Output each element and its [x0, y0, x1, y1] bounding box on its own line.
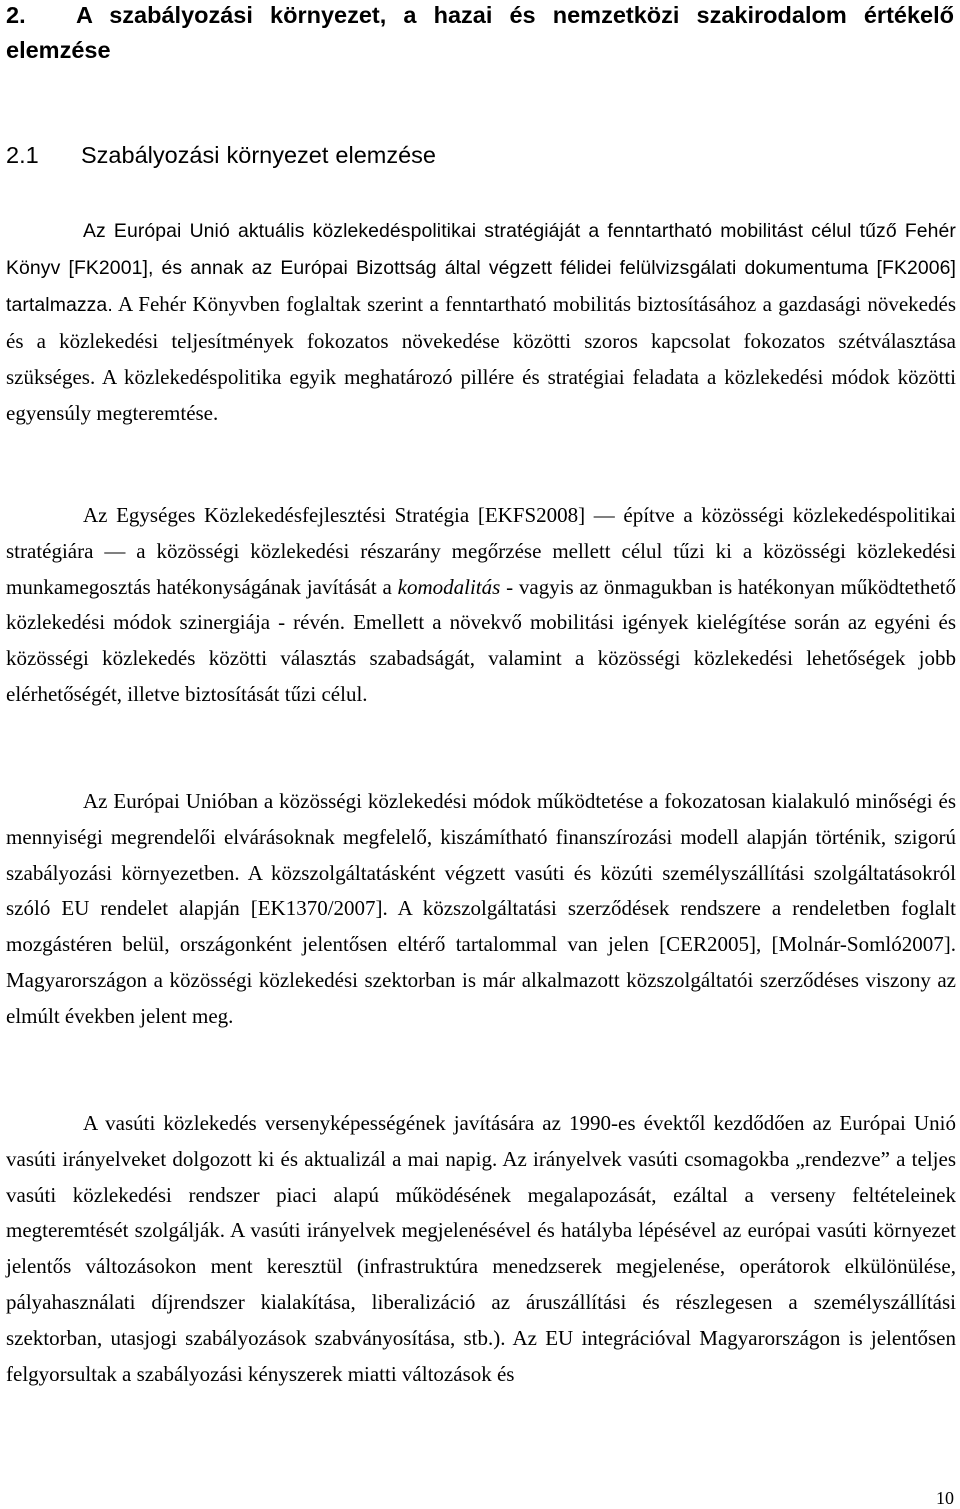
paragraph-white-paper — [6, 212, 956, 431]
page-number: 10 — [936, 1488, 954, 1508]
subsection-title: Szabályozási környezet elemzése — [81, 142, 436, 168]
section-title: A szabályozási környezet, a hazai és nemzetközi szakirodalom értékelő elemzése — [6, 2, 954, 63]
paragraph-ekfs-strategy — [6, 498, 956, 713]
paragraph-2-italic-term: komodalitás — [397, 574, 501, 599]
paragraph-2-before-italic: Az Egységes Közlekedésfejlesztési Stratégia [EKFS2008] ― építve a közösségi közlekedéspolitikai stratégiára ― a közösségi közlekedési részarány megőrzése mellett célul tűzi ki a közösségi közlekedési munkamegosztás hatékonyságának javítását a — [6, 503, 956, 599]
section-heading — [6, 0, 954, 68]
paragraph-railway-directives: A vasúti közlekedés versenyképességének javítására az 1990-es évektől kezdődően az Európai Unió vasúti irányelveket dolgozott ki és aktualizál a mai napig. Az irányelvek vasúti csomagokba „rendezve” a teljes vasúti közlekedési rendszer piaci alapú működésének megalapozását, ezáltal a verseny feltételeinek megteremtését szolgálják. A vasúti irányelvek megjelenésével és hatályba lépésével az európai vasúti környezet jelentős változásokon ment keresztül (infrastruktúra menedzserek megjelenése, operátorok elkülönülése, pályahasználati díjrendszer kialakítása, liberalizáció az áruszállítási és részlegesen a személyszállítási szektorban, utasjogi szabályozások szabványosítása, stb.). Az EU integrációval Magyarországon is jelentősen felgyorsultak a szabályozási kényszerek miatti változások és — [6, 1111, 956, 1386]
paragraph-1-sans-part: Az Európai Unió aktuális közlekedéspolitikai stratégiáját a fenntartható mobilitást célul tűző Fehér Könyv [FK2001], és annak az Európai Bizottság által végzett félidei felülvizsgálati dokumentuma [FK2006] tartalmazza. — [6, 220, 956, 316]
paragraph-2-after-italic: - vagyis az önmagukban is hatékonyan működtethető közlekedési módok szinergiája - révén. Emellett a növekvő mobilitási igények kielégítése során az egyéni és közösségi közlekedés közötti választás szabadságát, valamint a közösségi közlekedési lehetőségek jobb elérhetőségét, illetve biztosítását tűzi célul. — [6, 574, 956, 706]
subsection-number: 2.1 — [6, 142, 39, 168]
subsection-heading — [6, 138, 954, 173]
section-number: 2. — [6, 2, 26, 28]
paragraph-public-service: Az Európai Unióban a közösségi közlekedési módok működtetése a fokozatosan kialakuló minőségi és mennyiségi megrendelői elvárásoknak megfelelő, kiszámítható finanszírozási modell alapján történik, szigorú szabályozási környezetben. A közszolgáltatásként végzett vasúti és közúti személyszállítási szolgáltatásokról szóló EU rendelet alapján [EK1370/2007]. A közszolgáltatási szerződések rendszere a rendeletben foglalt mozgástéren belül, országonként jelentősen eltérő tartalommal van jelen [CER2005], [Molnár-Somló2007]. Magyarországon a közösségi közlekedési szektorban is már alkalmazott közszolgáltatói szerződéses viszony az elmúlt években jelent meg. — [6, 789, 956, 1028]
paragraph-1-rest: A Fehér Könyvben foglaltak szerint a fenntartható mobilitás biztosításához a gazdasági növekedés és a közlekedési teljesítmények fokozatos növekedése közötti szoros kapcsolat fokozatos szétválasztása szükséges. A közlekedéspolitika egyik meghatározó pillére és stratégiai feladata a közlekedési módok közötti egyensúly megteremtése. — [6, 292, 956, 425]
